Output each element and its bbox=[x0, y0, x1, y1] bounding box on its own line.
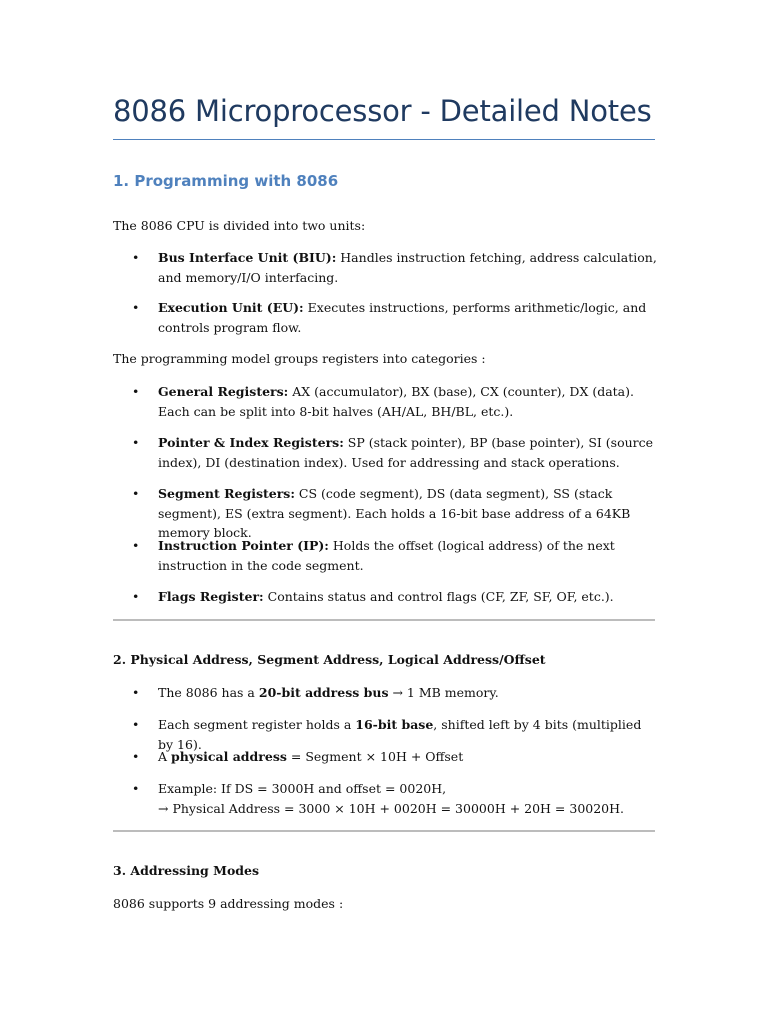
list-item-label: General Registers: bbox=[158, 384, 289, 399]
bullet-icon: • bbox=[132, 781, 140, 796]
section-divider bbox=[113, 830, 655, 832]
programming-model-intro: The programming model groups registers into categories : bbox=[113, 351, 486, 366]
list-item-eu bbox=[132, 298, 658, 337]
list-item-text: Handles instruction fetching, address calculation, and memory/I/O interfacing. bbox=[158, 250, 657, 285]
list-item-text: AX (accumulator), BX (base), CX (counter), DX (data). Each can be split into 8-bit halves (AH/AL, BH/BL, etc.). bbox=[158, 384, 634, 419]
section-1-heading: 1. Programming with 8086 bbox=[113, 172, 339, 190]
bullet-icon: • bbox=[132, 486, 140, 501]
bullet-icon: • bbox=[132, 538, 140, 553]
bullet-icon: • bbox=[132, 384, 140, 399]
list-item-text: A bbox=[158, 749, 172, 764]
list-item-label: Pointer & Index Registers: bbox=[158, 435, 344, 450]
list-item-label: Bus Interface Unit (BIU): bbox=[158, 250, 337, 265]
list-item-text: , shifted left by 4 bits (multiplied by 16). bbox=[158, 717, 642, 752]
bullet-icon: • bbox=[132, 717, 140, 732]
list-item-flags-register bbox=[132, 587, 658, 607]
list-item-biu bbox=[132, 248, 658, 287]
list-item-text: Executes instructions, performs arithmetic/logic, and controls program flow. bbox=[158, 300, 647, 335]
list-item-text: Contains status and control flags (CF, ZF, SF, OF, etc.). bbox=[263, 589, 614, 604]
list-item-label: Instruction Pointer (IP): bbox=[158, 538, 329, 553]
list-item-segment-registers bbox=[132, 484, 658, 543]
bullet-icon: • bbox=[132, 250, 140, 265]
list-item-pointer-index-registers bbox=[132, 433, 658, 472]
page-title: 8086 Microprocessor - Detailed Notes bbox=[113, 94, 652, 128]
list-item-text: = Segment × 10H + Offset bbox=[286, 749, 464, 764]
bullet-icon: • bbox=[132, 589, 140, 604]
list-item-emphasis: 16-bit base bbox=[355, 717, 434, 732]
bullet-icon: • bbox=[132, 435, 140, 450]
list-item-text: SP (stack pointer), BP (base pointer), SI (source index), DI (destination index). Used for addressing and stack operations. bbox=[158, 435, 654, 470]
list-item-emphasis: physical address bbox=[171, 749, 287, 764]
list-item-text: CS (code segment), DS (data segment), SS (stack segment), ES (extra segment). Each holds a 16-bit base address of a 64KB memory block. bbox=[158, 486, 631, 540]
section-1-intro: The 8086 CPU is divided into two units: bbox=[113, 218, 366, 233]
section-divider bbox=[113, 619, 655, 621]
bullet-icon: • bbox=[132, 300, 140, 315]
list-item-text: Each segment register holds a bbox=[158, 717, 356, 732]
list-item-label: Flags Register: bbox=[158, 589, 264, 604]
list-item-emphasis: 20-bit address bus bbox=[258, 685, 389, 700]
bullet-icon: • bbox=[132, 685, 140, 700]
list-item-address-bus bbox=[132, 683, 658, 703]
example-line-2: → Physical Address = 3000 × 10H + 0020H = 30000H + 20H = 30020H. bbox=[158, 800, 625, 816]
section-2-heading: 2. Physical Address, Segment Address, Logical Address/Offset bbox=[113, 652, 546, 667]
section-3-intro: 8086 supports 9 addressing modes : bbox=[113, 896, 344, 911]
section-3-heading: 3. Addressing Modes bbox=[113, 863, 260, 878]
list-item-instruction-pointer bbox=[132, 536, 658, 575]
list-item-physical-address bbox=[132, 747, 658, 767]
list-item-text: The 8086 has a bbox=[158, 685, 259, 700]
bullet-icon: • bbox=[132, 749, 140, 764]
list-item-label: Segment Registers: bbox=[158, 486, 295, 501]
example-line-1: Example: If DS = 3000H and offset = 0020H, bbox=[158, 781, 447, 796]
list-item-example bbox=[132, 779, 658, 818]
title-underline bbox=[113, 139, 655, 140]
list-item-text: Holds the offset (logical address) of the next instruction in the code segment. bbox=[158, 538, 615, 573]
list-item-label: Execution Unit (EU): bbox=[158, 300, 304, 315]
list-item-text: → 1 MB memory. bbox=[388, 685, 499, 700]
list-item-general-registers bbox=[132, 382, 658, 421]
